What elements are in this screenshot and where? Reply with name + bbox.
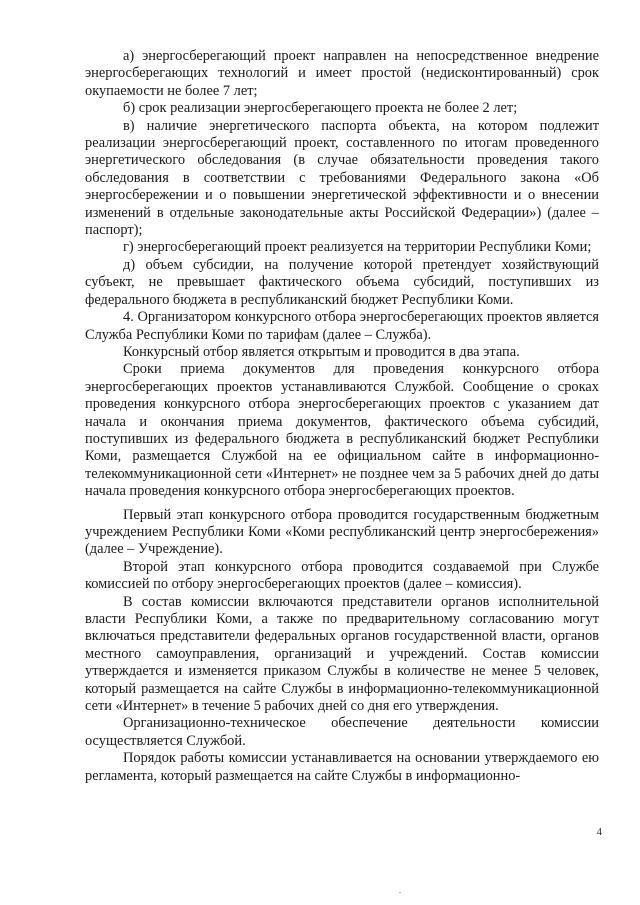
document-page bbox=[85, 48, 599, 785]
paragraph-commission-composition: В состав комиссии включаются представители органов исполнительной власти Республики Коми, а также по предварительному согласованию могут включаться представители федеральных органов государственной власти, органов местного самоуправления, организаций и учреждений. Состав комиссии утверждается и изменяется приказом Службы в количестве не менее 5 человек, который размещается на сайте Службы в информационно-телекоммуникационной сети «Интернет» в течение 5 рабочих дней со дня его утверждения. bbox=[85, 593, 599, 715]
scan-speck bbox=[399, 892, 401, 893]
paragraph-condition-v: в) наличие энергетического паспорта объекта, на котором подлежит реализации энергосберегающий проект, составленного по итогам проведенного энергетического обследования (в случае обязательности проведения такого обследования в соответствии с требованиями Федерального закона «Об энергосбережении и о повышении энергетической эффективности и о внесении изменений в отдельные законодательные акты Российской Федерации») (далее – паспорт); bbox=[85, 117, 599, 239]
paragraph-deadlines: Сроки приема документов для проведения конкурсного отбора энергосберегающих проектов устанавливаются Службой. Сообщение о сроках проведения конкурсного отбора энергосберегающих проектов с указанием дат начала и окончания приема документов, фактического объема субсидий, поступивших из федерального бюджета в республиканский бюджет Республики Коми, размещается Службой на ее официальном сайте в информационно-телекоммуникационной сети «Интернет» не позднее чем за 5 рабочих дней до даты начала проведения конкурсного отбора энергосберегающих проектов. bbox=[85, 361, 599, 500]
paragraph-organizer: 4. Организатором конкурсного отбора энергосберегающих проектов является Служба Республики Коми по тарифам (далее – Служба). bbox=[85, 309, 599, 343]
paragraph-condition-g: г) энергосберегающий проект реализуется на территории Республики Коми; bbox=[123, 239, 592, 256]
paragraph-open-selection: Конкурсный отбор является открытым и проводится в два этапа. bbox=[123, 343, 520, 360]
paragraph-second-stage: Второй этап конкурсного отбора проводится создаваемой при Службе комиссией по отбору энергосберегающих проектов (далее – комиссия). bbox=[85, 558, 599, 593]
paragraph-first-stage: Первый этап конкурсного отбора проводится государственным бюджетным учреждением Республики Коми «Коми республиканский центр энергосбережения» (далее – Учреждение). bbox=[85, 506, 599, 558]
paragraph-condition-b: б) срок реализации энергосберегающего проекта не более 2 лет; bbox=[123, 100, 518, 117]
paragraph-technical-support: Организационно-техническое обеспечение деятельности комиссии осуществляется Службой. bbox=[85, 715, 599, 749]
paragraph-condition-a: а) энергосберегающий проект направлен на непосредственное внедрение энергосберегающих технологий и имеет простой (недисконтированный) срок окупаемости не более 7 лет; bbox=[85, 48, 599, 99]
paragraph-condition-d: д) объем субсидии, на получение которой претендует хозяйствующий субъект, не превышает фактического объема субсидий, поступивших из федерального бюджета в республиканский бюджет Республики Коми. bbox=[85, 256, 599, 308]
paragraph-commission-procedure: Порядок работы комиссии устанавливается на основании утверждаемого ею регламента, который размещается на сайте Службы в информационно- bbox=[85, 750, 599, 784]
page-number: 4 bbox=[596, 826, 602, 838]
